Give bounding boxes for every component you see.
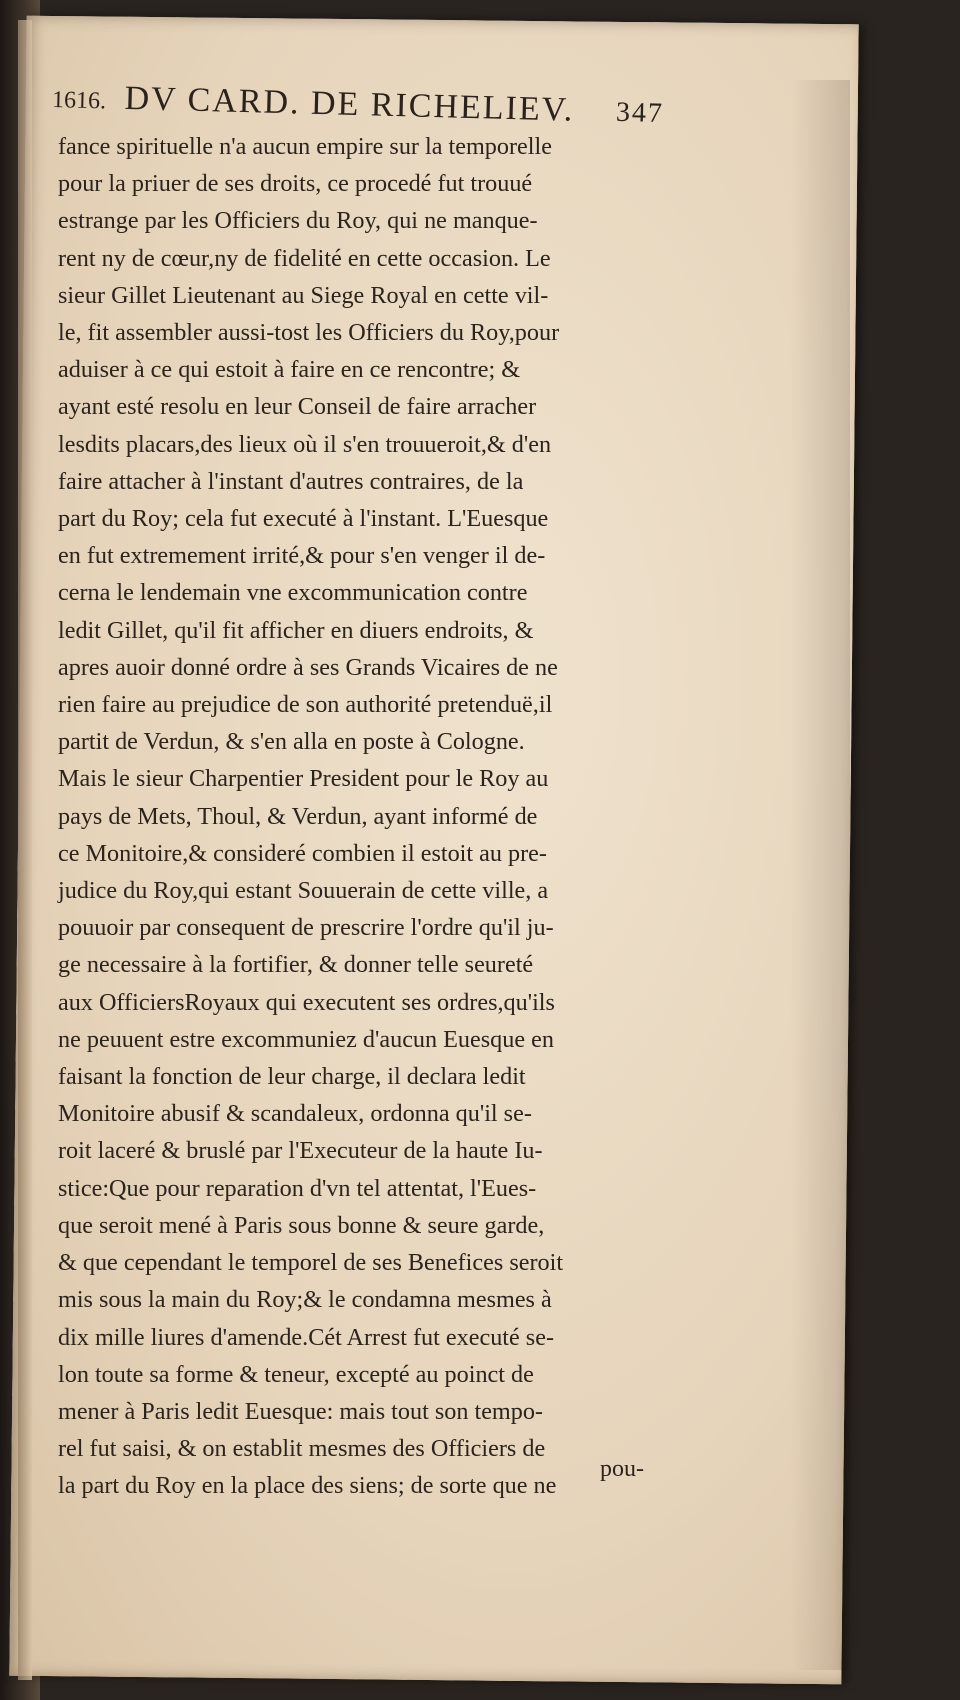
text-line: ayant esté resolu en leur Conseil de faire arracher (58, 393, 537, 421)
text-line: ne peuuent estre excommuniez d'aucun Euesque en (58, 1025, 554, 1053)
text-line: la part du Roy en la place des siens; de sorte que ne (58, 1472, 557, 1500)
text-line: part du Roy; cela fut executé à l'instant. L'Euesque (58, 505, 549, 533)
text-line: & que cependant le temporel de ses Benefices seroit (58, 1249, 564, 1277)
text-line: pays de Mets, Thoul, & Verdun, ayant informé de (58, 802, 538, 830)
text-line: faire attacher à l'instant d'autres contraires, de la (58, 467, 524, 495)
catchword: pou- (600, 1456, 644, 1482)
text-line: dix mille liures d'amende.Cét Arrest fut executé se- (58, 1323, 555, 1351)
text-line: lon toute sa forme & teneur, excepté au poinct de (58, 1360, 534, 1388)
text-line: que seroit mené à Paris sous bonne & seure garde, (58, 1211, 545, 1239)
text-line: lesdits placars,des lieux où il s'en trouueroit,& d'en (58, 430, 552, 458)
text-line: ce Monitoire,& consideré combien il estoit au pre- (58, 839, 547, 867)
text-line: aduiser à ce qui estoit à faire en ce rencontre; & (58, 356, 521, 384)
text-line: Mais le sieur Charpentier President pour le Roy au (58, 765, 549, 793)
text-line: mis sous la main du Roy;& le condamna mesmes à (58, 1286, 552, 1314)
body-text (58, 128, 658, 1505)
text-line: rel fut saisi, & on establit mesmes des Officiers de (58, 1435, 546, 1463)
text-line: judice du Roy,qui estant Souuerain de cette ville, a (58, 877, 549, 905)
page-number: 347 (615, 96, 665, 130)
page-gutter-shadow (18, 20, 32, 1680)
text-line: Monitoire abusif & scandaleux, ordonna qu'il se- (58, 1100, 532, 1128)
text-line: pouuoir par consequent de prescrire l'ordre qu'il ju- (58, 914, 554, 942)
text-line: rent ny de cœur,ny de fidelité en cette occasion. Le (58, 244, 551, 272)
text-line: stice:Que pour reparation d'vn tel attentat, l'Eues- (58, 1174, 537, 1202)
text-line: apres auoir donné ordre à ses Grands Vicaires de ne (58, 653, 558, 681)
text-line: estrange par les Officiers du Roy, qui ne manque- (58, 207, 538, 235)
text-line: aux OfficiersRoyaux qui executent ses ordres,qu'ils (58, 988, 555, 1016)
text-line: ledit Gillet, qu'il fit afficher en diuers endroits, & (58, 616, 534, 644)
running-title: DV CARD. DE RICHELIEV. (124, 79, 575, 129)
text-line: faisant la fonction de leur charge, il declara ledit (58, 1063, 526, 1091)
text-line: mener à Paris ledit Euesque: mais tout son tempo- (58, 1397, 543, 1425)
text-line: pour la priuer de ses droits, ce procedé fut trouué (58, 170, 533, 198)
text-line: partit de Verdun, & s'en alla en poste à Cologne. (58, 728, 525, 756)
text-line: roit laceré & bruslé par l'Executeur de la haute Iu- (58, 1137, 543, 1165)
page-right-shading (790, 80, 850, 1670)
text-line: ge necessaire à la fortifier, & donner telle seureté (58, 951, 534, 979)
header-year: 1616. (51, 87, 107, 115)
text-line: en fut extremement irrité,& pour s'en venger il de- (58, 542, 546, 570)
text-line: le, fit assembler aussi-tost les Officiers du Roy,pour (58, 319, 560, 347)
text-line: cerna le lendemain vne excommunication contre (58, 579, 528, 607)
text-line: rien faire au prejudice de son authorité pretenduë,il (58, 691, 553, 719)
text-line: sieur Gillet Lieutenant au Siege Royal en cette vil- (58, 281, 549, 309)
text-line: fance spirituelle n'a aucun empire sur la temporelle (58, 133, 552, 160)
